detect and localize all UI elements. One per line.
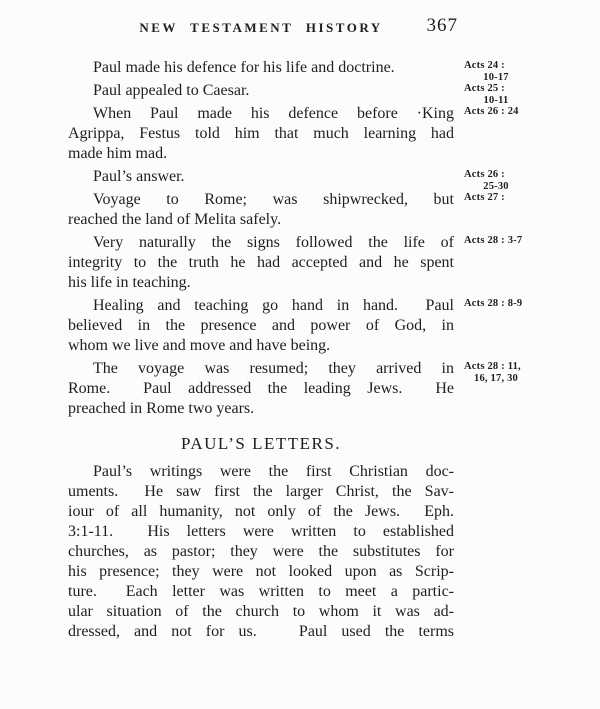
text-line: Acts 26 : 24: [464, 106, 519, 117]
text-line: 3:1-11. His letters were written to established: [68, 523, 454, 540]
text-line: 10-11: [483, 94, 509, 106]
text-line: his life in teaching.: [68, 274, 191, 291]
paragraph-text: [68, 233, 454, 293]
text-line: churches, as pastor; they were the substitutes for: [68, 543, 454, 560]
text-line: reached the land of Melita safely.: [68, 211, 282, 228]
text-line: Acts 25 :: [464, 83, 505, 94]
page-header: [68, 15, 458, 38]
text-line: iour of all humanity, not only of the Jews. Eph.: [68, 503, 454, 520]
paragraph-row: [68, 167, 600, 192]
paragraph-text: [68, 167, 454, 187]
text-line: Acts 28 : 11,: [464, 361, 521, 372]
text-line: made him mad.: [68, 145, 168, 162]
text-line: integrity to the truth he had accepted and he spent: [68, 254, 454, 271]
text-line: preached in Rome two years.: [68, 400, 255, 417]
text-line: Acts 26 :: [464, 169, 505, 180]
text-line: believed in the presence and power of God, in: [68, 317, 454, 334]
text-line: Acts 28 : 3-7: [464, 235, 523, 246]
text-line: Paul made his defence for his life and doctrine.: [93, 59, 395, 76]
paragraph-row: [68, 190, 600, 230]
paragraph-text: [68, 359, 454, 419]
scripture-reference: [464, 167, 528, 192]
paragraph-row: [68, 58, 600, 83]
text-line: uments. He saw first the larger Christ, the Sav-: [68, 483, 454, 500]
text-line: Paul’s answer.: [93, 168, 185, 185]
running-title: NEW TESTAMENT HISTORY: [139, 20, 383, 35]
paragraph-text: [68, 81, 454, 101]
text-line: 25-30: [483, 180, 509, 192]
scripture-reference: [464, 58, 528, 83]
text-line: ture. Each letter was written to meet a partic-: [68, 583, 454, 600]
text-line: The voyage was resumed; they arrived in: [93, 360, 454, 377]
text-line: his presence; they were not looked upon as Scrip-: [68, 563, 454, 580]
scripture-reference: [464, 81, 528, 106]
text-line: Acts 24 :: [464, 60, 505, 71]
text-line: Acts 27 :: [464, 192, 505, 203]
scripture-reference: [464, 190, 528, 204]
paragraph-row: [68, 359, 600, 419]
text-line: Paul’s writings were the first Christian doc-: [93, 463, 454, 480]
paragraph-row: [68, 104, 600, 164]
text-line: Agrippa, Festus told him that much learning had: [68, 125, 454, 142]
scripture-reference: [464, 233, 528, 247]
paragraph-text: [68, 296, 454, 356]
scripture-reference: [464, 296, 528, 310]
text-line: Healing and teaching go hand in hand. Paul: [93, 297, 454, 314]
text-line: 10-17: [483, 71, 509, 83]
text-line: Rome. Paul addressed the leading Jews. He: [68, 380, 454, 397]
paragraph-text: [68, 58, 454, 78]
text-line: Very naturally the signs followed the life of: [93, 234, 454, 251]
scripture-reference: [464, 359, 528, 384]
paragraph-row: [68, 296, 600, 356]
text-line: dressed, and not for us. Paul used the terms: [68, 623, 454, 640]
scripture-reference: [464, 104, 528, 118]
paragraph-row: [68, 462, 600, 642]
text-line: Paul appealed to Caesar.: [93, 82, 250, 99]
paragraph-row: [68, 233, 600, 293]
paragraph-text: [68, 104, 454, 164]
paragraph-text: [68, 190, 454, 230]
paragraph-row: [68, 81, 600, 106]
page-body: [68, 58, 600, 642]
text-line: whom we live and move and have being.: [68, 337, 331, 354]
page-number: 367: [426, 15, 458, 36]
text-line: When Paul made his defence before ·King: [93, 105, 454, 122]
paragraph-text: [68, 462, 454, 642]
text-line: 16, 17, 30: [474, 372, 518, 384]
text-line: Acts 28 : 8-9: [464, 298, 523, 309]
section-heading: PAUL’S LETTERS.: [180, 434, 342, 453]
text-line: ular situation of the church to whom it was ad-: [68, 603, 454, 620]
text-line: Voyage to Rome; was shipwrecked, but: [93, 191, 454, 208]
